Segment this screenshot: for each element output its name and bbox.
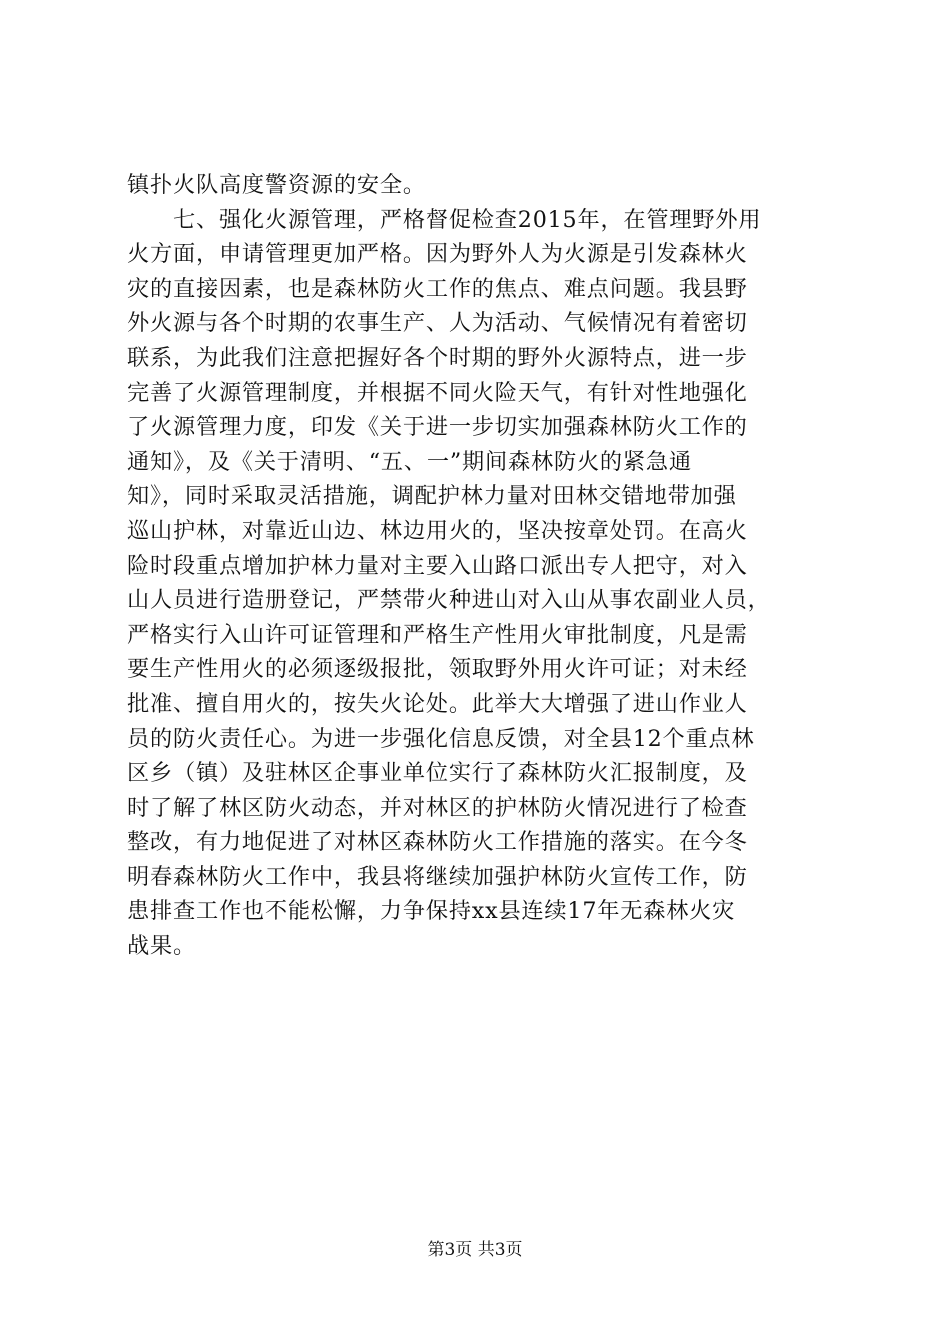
text-line: 七、强化火源管理，严格督促检查2015年，在管理野外用 bbox=[127, 206, 762, 233]
text-line: 要生产性用火的必须逐级报批，领取野外用火许可证；对未经 bbox=[127, 656, 748, 683]
text-line: 严格实行入山许可证管理和严格生产性用火审批制度，凡是需 bbox=[127, 621, 748, 648]
text-line: 战果。 bbox=[127, 933, 196, 960]
text-line: 明春森林防火工作中，我县将继续加强护林防火宣传工作，防 bbox=[127, 863, 748, 890]
text-line: 员的防火责任心。为进一步强化信息反馈，对全县12个重点林 bbox=[127, 725, 755, 752]
text-line: 镇扑火队高度警资源的安全。 bbox=[127, 172, 426, 198]
text-line: 整改，有力地促进了对林区森林防火工作措施的落实。在今冬 bbox=[127, 829, 748, 856]
body-text bbox=[127, 168, 839, 964]
text-line: 山人员进行造册登记，严禁带火种进山对入山从事农副业人员， bbox=[127, 587, 771, 614]
text-line: 巡山护林，对靠近山边、林边用火的，坚决按章处罚。在高火 bbox=[127, 517, 748, 544]
text-line: 完善了火源管理制度，并根据不同火险天气，有针对性地强化 bbox=[127, 379, 748, 406]
text-line: 灾的直接因素，也是森林防火工作的焦点、难点问题。我县野 bbox=[127, 275, 748, 302]
text-line: 知》，同时采取灵活措施，调配护林力量对田林交错地带加强 bbox=[127, 483, 737, 510]
text-line: 了火源管理力度，印发《关于进一步切实加强森林防火工作的 bbox=[127, 414, 748, 441]
text-line: 外火源与各个时期的农事生产、人为活动、气候情况有着密切 bbox=[127, 310, 748, 337]
text-line: 通知》，及《关于清明、“五、一”期间森林防火的紧急通 bbox=[127, 448, 692, 475]
page-footer: 第3页 共3页 bbox=[427, 1240, 523, 1260]
text-line: 时了解了林区防火动态，并对林区的护林防火情况进行了检查 bbox=[127, 794, 748, 821]
text-line: 联系，为此我们注意把握好各个时期的野外火源特点，进一步 bbox=[127, 344, 748, 371]
text-line: 区乡（镇）及驻林区企事业单位实行了森林防火汇报制度，及 bbox=[127, 760, 748, 787]
text-line: 患排查工作也不能松懈，力争保持xx县连续17年无森林火灾 bbox=[127, 898, 736, 925]
text-line: 批准、擅自用火的，按失火论处。此举大大增强了进山作业人 bbox=[127, 690, 748, 717]
text-line: 火方面，申请管理更加严格。因为野外人为火源是引发森林火 bbox=[127, 241, 748, 268]
text-line: 险时段重点增加护林力量对主要入山路口派出专人把守，对入 bbox=[127, 552, 748, 579]
